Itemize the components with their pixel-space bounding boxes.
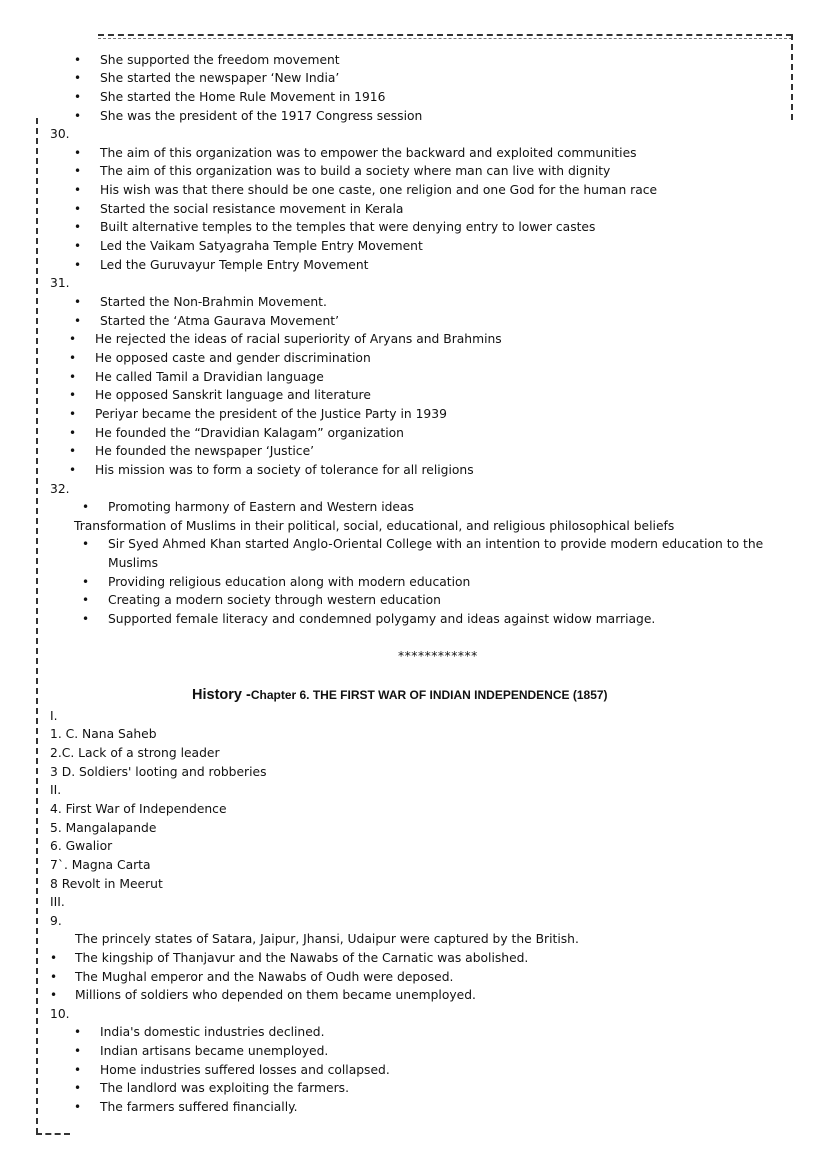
list-item: She started the Home Rule Movement in 1916 — [100, 90, 386, 104]
bullet-icon: • — [74, 1081, 82, 1095]
list-item: His mission was to form a society of tolerance for all religions — [95, 463, 474, 477]
bullet-icon: • — [74, 183, 82, 197]
list-item: Started the social resistance movement in Kerala — [100, 202, 404, 216]
list-item: He opposed Sanskrit language and literature — [95, 388, 371, 402]
list-item: The kingship of Thanjavur and the Nawabs of the Carnatic was abolished. — [75, 951, 529, 965]
list-item: She was the president of the 1917 Congress session — [100, 109, 423, 123]
bullet-icon: • — [74, 258, 82, 272]
bullet-icon: • — [74, 202, 82, 216]
bullet-icon: • — [82, 575, 90, 589]
answer-line: 3 D. Soldiers' looting and robberies — [50, 765, 267, 779]
answer-line: 8 Revolt in Meerut — [50, 877, 163, 891]
bullet-icon: • — [74, 164, 82, 178]
list-item: The aim of this organization was to empower the backward and exploited communities — [100, 146, 637, 160]
bullet-icon: • — [74, 1063, 82, 1077]
list-item: Indian artisans became unemployed. — [100, 1044, 329, 1058]
list-item: Built alternative temples to the temples that were denying entry to lower castes — [100, 220, 596, 234]
bullet-icon: • — [74, 1100, 82, 1114]
bullet-icon: • — [74, 109, 82, 123]
bullet-icon: • — [69, 332, 77, 346]
bullet-icon: • — [69, 463, 77, 477]
bullet-icon: • — [74, 295, 82, 309]
answer-line: 5. Mangalapande — [50, 821, 157, 835]
answer-line: 6. Gwalior — [50, 839, 113, 853]
list-item: Millions of soldiers who depended on them became unemployed. — [75, 988, 476, 1002]
bullet-icon: • — [82, 612, 90, 626]
question-number: 32. — [50, 482, 70, 496]
list-item: He founded the newspaper ‘Justice’ — [95, 444, 315, 458]
list-item: Supported female literacy and condemned polygamy and ideas against widow marriage. — [108, 612, 656, 626]
list-item: The landlord was exploiting the farmers. — [100, 1081, 349, 1095]
section-separator: ************ — [398, 649, 478, 663]
bullet-icon: • — [69, 351, 77, 365]
bullet-icon: • — [74, 239, 82, 253]
bullet-icon: • — [50, 988, 58, 1002]
page-border-bottom — [36, 1133, 70, 1135]
bullet-icon: • — [82, 537, 90, 551]
list-item: Creating a modern society through western education — [108, 593, 441, 607]
section-label: III. — [50, 895, 65, 909]
section-label: I. — [50, 709, 58, 723]
list-item: Led the Guruvayur Temple Entry Movement — [100, 258, 369, 272]
chapter-subject: History - — [192, 687, 251, 703]
list-item: He founded the “Dravidian Kalagam” organization — [95, 426, 404, 440]
bullet-icon: • — [82, 593, 90, 607]
bullet-icon: • — [69, 388, 77, 402]
list-item: Home industries suffered losses and collapsed. — [100, 1063, 390, 1077]
list-item: He called Tamil a Dravidian language — [95, 370, 324, 384]
bullet-icon: • — [74, 146, 82, 160]
list-item: India's domestic industries declined. — [100, 1025, 325, 1039]
list-item: The farmers suffered financially. — [100, 1100, 298, 1114]
list-item: She supported the freedom movement — [100, 53, 340, 67]
bullet-icon: • — [74, 314, 82, 328]
page-border-top — [98, 34, 792, 36]
list-item: Providing religious education along with modern education — [108, 575, 471, 589]
bullet-icon: • — [69, 444, 77, 458]
answer-line: 4. First War of Independence — [50, 802, 227, 816]
page-border-right — [791, 34, 793, 120]
list-item: He rejected the ideas of racial superiority of Aryans and Brahmins — [95, 332, 502, 346]
question-number: 10. — [50, 1007, 70, 1021]
bullet-icon: • — [69, 426, 77, 440]
bullet-icon: • — [74, 1044, 82, 1058]
list-item: Led the Vaikam Satyagraha Temple Entry Movement — [100, 239, 423, 253]
answer-line: 7`. Magna Carta — [50, 858, 151, 872]
list-item: Periyar became the president of the Justice Party in 1939 — [95, 407, 447, 421]
section-label: II. — [50, 783, 62, 797]
list-item-continuation: Muslims — [108, 556, 159, 570]
list-item: His wish was that there should be one caste, one religion and one God for the human race — [100, 183, 658, 197]
list-item: Promoting harmony of Eastern and Western ideas — [108, 500, 414, 514]
list-item: She started the newspaper ‘New India’ — [100, 71, 340, 85]
bullet-icon: • — [74, 90, 82, 104]
paragraph: Transformation of Muslims in their political, social, educational, and religious philosophical beliefs — [74, 519, 675, 533]
bullet-icon: • — [74, 71, 82, 85]
paragraph: The princely states of Satara, Jaipur, Jhansi, Udaipur were captured by the British. — [75, 932, 579, 946]
bullet-icon: • — [69, 407, 77, 421]
chapter-title — [192, 686, 608, 704]
list-item: Started the Non-Brahmin Movement. — [100, 295, 327, 309]
bullet-icon: • — [74, 220, 82, 234]
page-border-left — [36, 118, 38, 1134]
bullet-icon: • — [50, 951, 58, 965]
answer-line: 1. C. Nana Saheb — [50, 727, 157, 741]
answer-line: 2.C. Lack of a strong leader — [50, 746, 220, 760]
bullet-icon: • — [74, 53, 82, 67]
bullet-icon: • — [69, 370, 77, 384]
list-item: Sir Syed Ahmed Khan started Anglo-Oriental College with an intention to provide modern education to the — [108, 537, 764, 551]
bullet-icon: • — [50, 970, 58, 984]
list-item: The Mughal emperor and the Nawabs of Oudh were deposed. — [75, 970, 454, 984]
bullet-icon: • — [74, 1025, 82, 1039]
question-number: 31. — [50, 276, 70, 290]
question-number: 9. — [50, 914, 62, 928]
question-number: 30. — [50, 127, 70, 141]
list-item: Started the ‘Atma Gaurava Movement’ — [100, 314, 339, 328]
page-border-top-inner — [98, 38, 792, 39]
list-item: He opposed caste and gender discrimination — [95, 351, 371, 365]
list-item: The aim of this organization was to build a society where man can live with dignity — [100, 164, 611, 178]
chapter-name: Chapter 6. THE FIRST WAR OF INDIAN INDEPENDENCE (1857) — [250, 688, 608, 702]
bullet-icon: • — [82, 500, 90, 514]
